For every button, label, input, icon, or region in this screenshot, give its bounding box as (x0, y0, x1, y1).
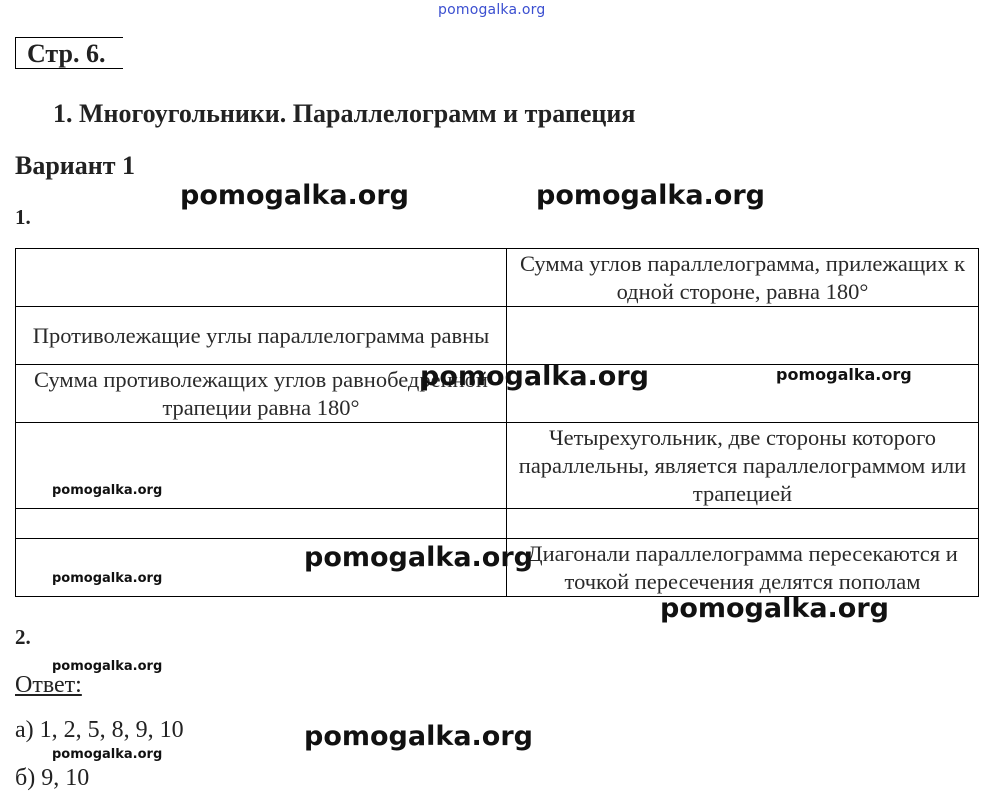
table-row (16, 509, 979, 539)
watermark: pomogalka.org (536, 180, 765, 211)
table-cell (507, 509, 979, 539)
answer-a: а) 1, 2, 5, 8, 9, 10 (15, 717, 184, 743)
watermark: pomogalka.org (52, 571, 163, 586)
table-cell (16, 249, 507, 307)
answer-label: Ответ: (15, 672, 82, 698)
task-2-number: 2. (15, 625, 31, 649)
chapter-title: 1. Многоугольники. Параллелограмм и трапеция (53, 99, 636, 128)
table-cell: Сумма углов параллелограмма, прилежащих к одной стороне, равна 180° (507, 249, 979, 307)
table-cell: Противолежащие углы параллелограмма равны (16, 307, 507, 365)
watermark: pomogalka.org (52, 483, 163, 498)
watermark: pomogalka.org (660, 593, 889, 624)
watermark-header: pomogalka.org (438, 2, 546, 18)
watermark: pomogalka.org (776, 365, 912, 384)
watermark: pomogalka.org (304, 721, 533, 752)
watermark: pomogalka.org (52, 659, 163, 674)
page-label: Стр. 6. (27, 39, 106, 68)
watermark: pomogalka.org (304, 542, 533, 573)
variant-title: Вариант 1 (15, 151, 136, 180)
table-cell (507, 307, 979, 365)
table-cell: Четырехугольник, две стороны которого параллельны, является параллелограммом или трапецией (507, 423, 979, 509)
table-cell: Сумма противолежащих углов равнобедренной трапеции равна 180° (16, 365, 507, 423)
task-1-number: 1. (15, 205, 31, 229)
table-cell (16, 509, 507, 539)
watermark: pomogalka.org (180, 180, 409, 211)
watermark: pomogalka.org (420, 361, 649, 392)
table-row (16, 307, 979, 365)
watermark: pomogalka.org (52, 747, 163, 762)
table-row (16, 249, 979, 307)
table-cell: Диагонали параллелограмма пересекаются и точкой пересечения делятся пополам (507, 539, 979, 597)
answer-b: б) 9, 10 (15, 765, 90, 791)
